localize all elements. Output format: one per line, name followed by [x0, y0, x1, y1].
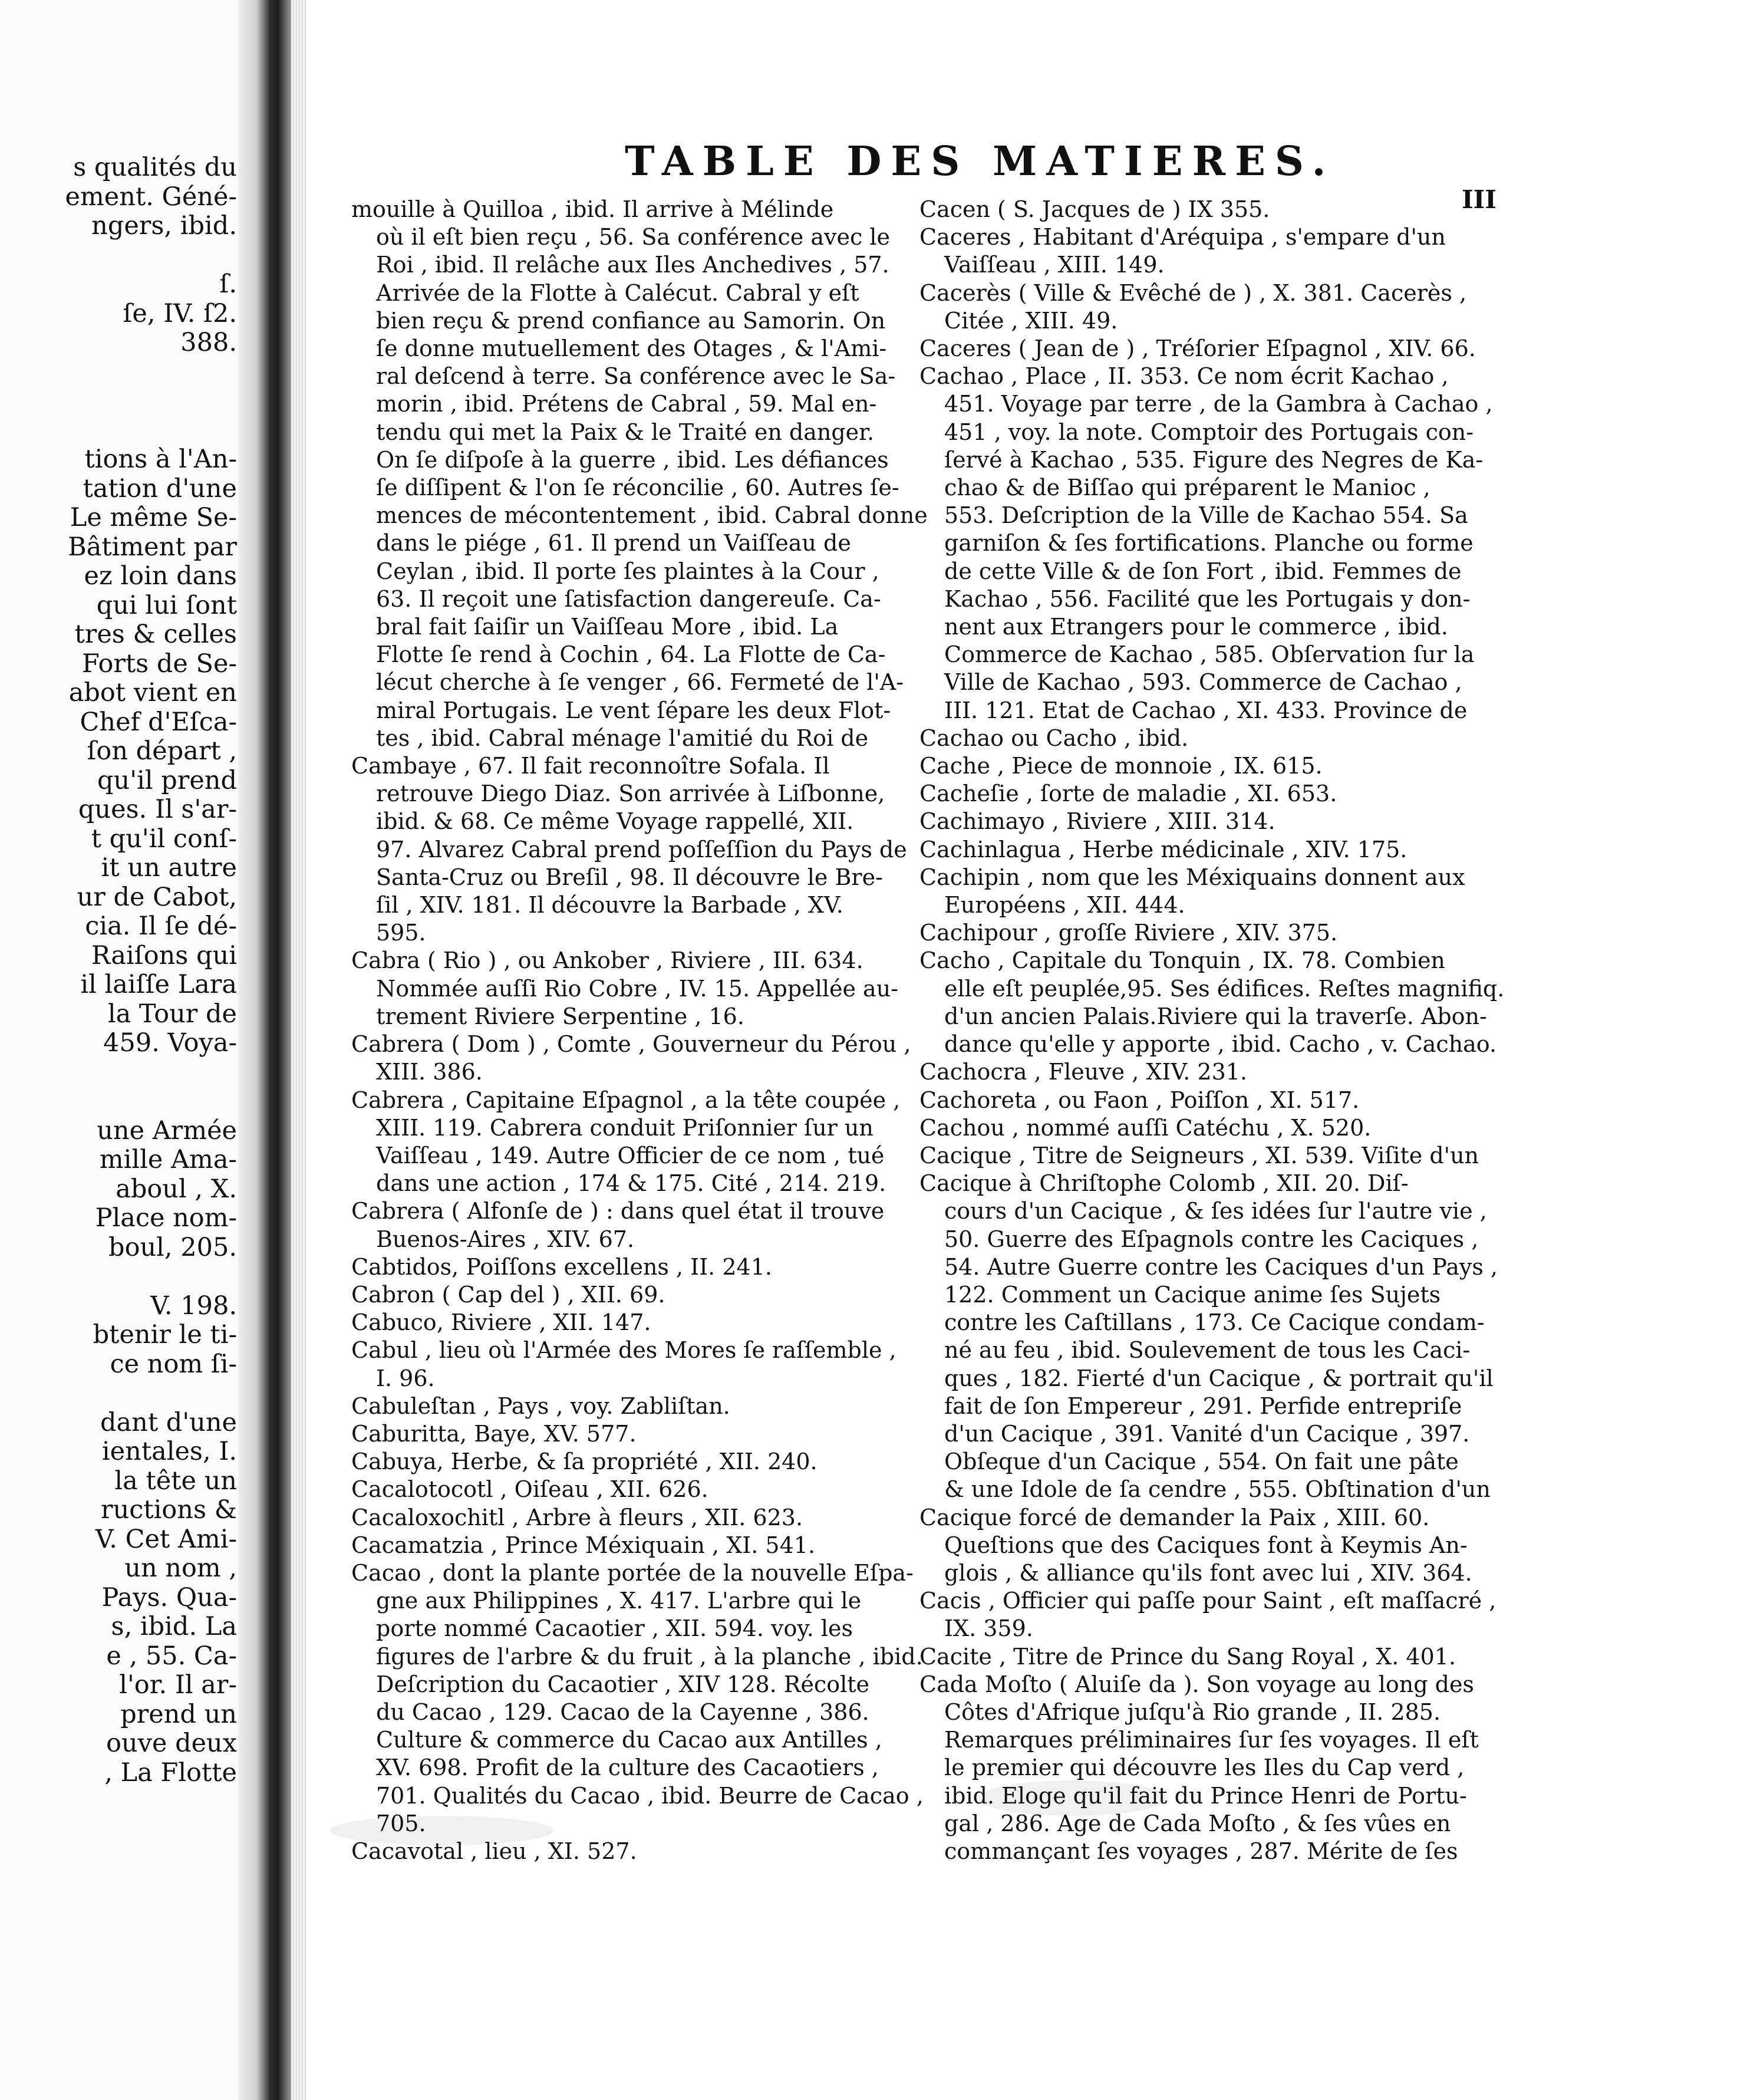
index-line: 595.: [376, 920, 426, 946]
index-line: 705.: [376, 1810, 426, 1836]
index-line: 451. Voyage par terre , de la Gambra à Cachao ,: [944, 391, 1493, 417]
index-line: Cabuco, Riviere , XII. 147.: [351, 1309, 651, 1336]
left-page-line: la Tour de: [107, 999, 237, 1029]
left-page-line: prend un: [120, 1699, 237, 1729]
index-line: dans le piége , 61. Il prend un Vaiſſeau de: [376, 530, 851, 557]
index-line: I. 96.: [376, 1365, 435, 1391]
left-page-line: ur de Cabot,: [77, 882, 237, 912]
index-line: ſil , XIV. 181. Il découvre la Barbade , XV.: [376, 892, 843, 919]
index-line: du Cacao , 129. Cacao de la Cayenne , 386.: [376, 1699, 869, 1725]
index-line: Cabtidos, Poiſſons excellens , II. 241.: [351, 1253, 772, 1280]
index-line: Cachao , Place , II. 353. Ce nom écrit Kachao ,: [919, 363, 1449, 390]
index-line: Caceres , Habitant d'Aréquipa , s'empare d'un: [919, 224, 1446, 251]
index-line: Nommée auſſi Rio Cobre , IV. 15. Appellée au-: [376, 975, 899, 1002]
index-line: Cabuya, Herbe, & ſa propriété , XII. 240.: [351, 1449, 818, 1475]
index-line: 122. Comment un Cacique anime ſes Sujets: [944, 1281, 1441, 1308]
index-line: Cachinlagua , Herbe médicinale , XIV. 175.: [919, 836, 1408, 863]
index-line: ibid. Eloge qu'il fait du Prince Henri de Portu-: [944, 1782, 1467, 1809]
left-page-line: Bâtiment par: [68, 532, 237, 562]
bleed-through-smudge: [330, 1816, 554, 1845]
index-line: Ville de Kachao , 593. Commerce de Cachao ,: [944, 669, 1462, 696]
left-page-line: tions à l'An-: [84, 445, 237, 474]
left-page-line: [1, 1087, 237, 1117]
index-line: contre les Caſtillans , 173. Ce Cacique condam-: [944, 1309, 1485, 1336]
index-line: d'un ancien Palais.Riviere qui la traverſe. Abon-: [944, 1003, 1487, 1029]
index-line: porte nommé Cacaotier , XII. 594. voy. les: [376, 1615, 853, 1642]
left-page-line: [1, 358, 237, 387]
index-line: Roi , ibid. Il relâche aux Iles Anchedives , 57.: [376, 252, 889, 278]
index-line: cours d'un Cacique , & ſes idées ſur l'autre vie ,: [944, 1198, 1487, 1225]
index-line: Cachou , nommé auſſi Catéchu , X. 520.: [919, 1114, 1372, 1141]
left-page-line: Forts de Se-: [81, 649, 237, 679]
index-line: 54. Autre Guerre contre les Caciques d'un Pays ,: [944, 1253, 1498, 1280]
left-page-line: boul, 205.: [108, 1232, 237, 1262]
index-line: Cacite , Titre de Prince du Sang Royal , X. 401.: [919, 1643, 1456, 1670]
index-line: Arrivée de la Flotte à Calécut. Cabral y eſt: [376, 279, 859, 306]
left-page-line: Chef d'Eſca-: [80, 707, 237, 737]
index-line: 50. Guerre des Eſpagnols contre les Caciques ,: [944, 1226, 1479, 1252]
page-number: III: [1462, 185, 1497, 214]
index-line: trement Riviere Serpentine , 16.: [376, 1003, 744, 1029]
left-page-line: la tête un: [114, 1466, 237, 1496]
index-line: Cachipin , nom que les Méxiquains donnent aux: [919, 864, 1465, 890]
index-line: Cachao ou Cacho , ibid.: [919, 725, 1189, 751]
index-line: Citée , XIII. 49.: [944, 307, 1118, 334]
index-line: XIII. 119. Cabrera conduit Priſonnier ſur un: [376, 1114, 874, 1141]
index-line: Cabul , lieu où l'Armée des Mores ſe raſſemble ,: [351, 1337, 896, 1364]
index-line: chao & de Biſſao qui préparent le Manioc ,: [944, 475, 1430, 501]
left-page-line: mille Ama-: [99, 1145, 237, 1174]
left-page-line: qu'il prend: [97, 765, 237, 795]
index-line: lécut cherche à ſe venger , 66. Fermeté de l'A-: [376, 669, 904, 696]
page-edge: [291, 0, 306, 2100]
left-page-line: qui lui ſont: [96, 590, 237, 620]
left-page-line: [1, 1058, 237, 1088]
left-page-line: ement. Géné-: [65, 182, 237, 212]
index-line: glois , & alliance qu'ils font avec lui , XIV. 364.: [944, 1559, 1472, 1586]
index-line: d'un Cacique , 391. Vanité d'un Cacique , 397.: [944, 1420, 1470, 1447]
left-page-line: 459. Voya-: [103, 1028, 237, 1058]
index-line: Cacamatzia , Prince Méxiquain , XI. 541.: [351, 1532, 816, 1558]
index-line: Caceres ( Jean de ) , Tréſorier Eſpagnol , XIV. 66.: [919, 335, 1476, 362]
index-line: Cabrera , Capitaine Eſpagnol , a la tête coupée ,: [351, 1087, 901, 1113]
index-line: & une Idole de ſa cendre , 555. Obſtination d'un: [944, 1476, 1491, 1503]
index-line: Culture & commerce du Cacao aux Antilles ,: [376, 1727, 882, 1753]
left-page-line: 388.: [180, 328, 237, 357]
index-line: Remarques préliminaires ſur ſes voyages. Il eſt: [944, 1727, 1479, 1753]
index-line: Cachoreta , ou Faon , Poiſſon , XI. 517.: [919, 1087, 1360, 1113]
left-page-line: tation d'une: [83, 473, 237, 503]
index-line: mouille à Quilloa , ibid. Il arrive à Mélinde: [351, 196, 834, 222]
left-page-line: dant d'une: [100, 1407, 237, 1437]
index-line: Buenos-Aires , XIV. 67.: [376, 1226, 635, 1252]
index-line: Cacerès ( Ville & Evêché de ) , X. 381. Cacerès ,: [919, 279, 1467, 306]
index-line: Cacalotocotl , Oiſeau , XII. 626.: [351, 1476, 708, 1503]
index-line: Commerce de Kachao , 585. Obſervation ſur la: [944, 641, 1475, 668]
index-line: retrouve Diego Diaz. Son arrivée à Liſbonne,: [376, 781, 885, 807]
index-line: Cada Moſto ( Aluiſe da ). Son voyage au long des: [919, 1671, 1474, 1697]
index-line: Cacique , Titre de Seigneurs , XI. 539. Viſite d'un: [919, 1142, 1479, 1169]
index-line: Queſtions que des Caciques font à Keymis An-: [944, 1532, 1468, 1558]
index-line: 701. Qualités du Cacao , ibid. Beurre de Cacao ,: [376, 1782, 924, 1809]
left-page: [0, 0, 248, 2100]
index-line: Cabron ( Cap del ) , XII. 69.: [351, 1281, 665, 1308]
left-page-line: Pays. Qua-: [101, 1582, 237, 1612]
index-line: III. 121. Etat de Cachao , XI. 433. Province de: [944, 697, 1468, 723]
left-page-line: e , 55. Ca-: [106, 1641, 237, 1671]
index-line: Cacis , Officier qui paſſe pour Saint , eſt maſſacré ,: [919, 1588, 1497, 1614]
index-line: Cabrera ( Dom ) , Comte , Gouverneur du Pérou ,: [351, 1031, 911, 1058]
index-line: Cabrera ( Alfonſe de ) : dans quel état il trouve: [351, 1198, 885, 1225]
index-line: tendu qui met la Paix & le Traité en danger.: [376, 419, 875, 445]
left-page-text: [1, 153, 237, 1788]
index-line: Cachipour , groſſe Riviere , XIV. 375.: [919, 920, 1338, 946]
index-line: Cacheſie , ſorte de maladie , XI. 653.: [919, 781, 1337, 807]
index-line: Vaiſſeau , XIII. 149.: [944, 252, 1165, 278]
index-line: Cambaye , 67. Il fait reconnoître Sofala. Il: [351, 753, 830, 779]
left-page-line: une Armée: [97, 1115, 237, 1146]
index-line: ques , 182. Fierté d'un Cacique , & portrait qu'il: [944, 1365, 1494, 1391]
left-page-line: [1, 1262, 237, 1292]
index-line: ral deſcend à terre. Sa conférence avec le Sa-: [376, 363, 896, 390]
index-line: 63. Il reçoit une ſatisfaction dangereuſe. Ca-: [376, 585, 881, 612]
left-page-line: ſon départ ,: [87, 736, 237, 766]
index-line: Cachimayo , Riviere , XIII. 314.: [919, 808, 1275, 835]
index-line: Cachocra , Fleuve , XIV. 231.: [919, 1059, 1248, 1085]
index-line: ſe diſſipent & l'on ſe réconcilie , 60. Autres ſe-: [376, 475, 899, 501]
index-line: Ceylan , ibid. Il porte ſes plaintes à la Cour ,: [376, 558, 879, 584]
index-line: IX. 359.: [944, 1615, 1033, 1642]
index-line: ſervé à Kachao , 535. Figure des Negres de Ka-: [944, 446, 1484, 473]
left-page-line: t qu'il conſ-: [91, 824, 237, 854]
index-line: figures de l'arbre & du fruit , à la planche , ibid.: [376, 1643, 923, 1670]
index-line: Cacique à Chriſtophe Colomb , XII. 20. Diſ-: [919, 1170, 1409, 1197]
index-line: On ſe diſpoſe à la guerre , ibid. Les défiances: [376, 446, 889, 473]
index-line: Caburitta, Baye, XV. 577.: [351, 1420, 637, 1447]
index-line: ſe donne mutuellement des Otages , & l'Ami-: [376, 335, 887, 362]
index-line: dance qu'elle y apporte , ibid. Cacho , v. Cachao.: [944, 1031, 1497, 1058]
index-line: Santa-Cruz ou Breſil , 98. Il découvre le Bre-: [376, 864, 883, 890]
left-page-line: abot vient en: [68, 678, 237, 707]
left-page-line: Raiſons qui: [91, 940, 237, 970]
left-page-line: ngers, ibid.: [91, 211, 237, 241]
index-line: 553. Deſcription de la Ville de Kachao 554. Sa: [944, 502, 1468, 529]
index-line: morin , ibid. Prétens de Cabral , 59. Mal en-: [376, 391, 877, 417]
index-line: commançant ſes voyages , 287. Mérite de ſes: [944, 1838, 1458, 1864]
index-line: Européens , XII. 444.: [944, 892, 1185, 919]
index-line: XIII. 386.: [376, 1059, 483, 1085]
index-line: Cabuleſtan , Pays , voy. Zabliſtan.: [351, 1393, 730, 1419]
index-line: Cacique forcé de demander la Paix , XIII. 60.: [919, 1504, 1430, 1530]
left-page-line: tres & celles: [74, 620, 237, 649]
index-line: Cacao , dont la plante portée de la nouvelle Eſpa-: [351, 1559, 914, 1586]
index-line: Cabra ( Rio ) , ou Ankober , Riviere , III. 634.: [351, 947, 863, 974]
index-line: nent aux Etrangers pour le commerce , ibid.: [944, 614, 1448, 640]
index-line: 451 , voy. la note. Comptoir des Portugais con-: [944, 419, 1474, 445]
left-page-line: ez loin dans: [84, 561, 237, 591]
left-page-line: ientales, I.: [101, 1437, 237, 1466]
left-page-line: ructions &: [101, 1495, 237, 1525]
index-line: miral Portugais. Le vent ſépare les deux Flot-: [376, 697, 891, 723]
index-line: de cette Ville & de ſon Fort , ibid. Femmes de: [944, 558, 1462, 584]
left-page-line: it un autre: [101, 853, 237, 883]
index-line: XV. 698. Profit de la culture des Cacaotiers ,: [376, 1755, 879, 1781]
index-line: ibid. & 68. Ce même Voyage rappellé, XII.: [376, 808, 854, 835]
left-page-line: un nom ,: [124, 1553, 237, 1583]
left-page-line: Le même Se-: [70, 503, 237, 532]
left-page-line: ce nom ſi-: [110, 1349, 237, 1379]
index-line: Flotte ſe rend à Cochin , 64. La Flotte de Ca-: [376, 641, 886, 668]
index-line: elle eſt peuplée,95. Ses édifices. Reſtes magnifiq.: [944, 975, 1505, 1002]
index-line: Cacavotal , lieu , XI. 527.: [351, 1838, 637, 1864]
left-page-line: [1, 1379, 237, 1408]
left-page-line: [1, 241, 237, 271]
left-page-line: cia. Il ſe dé-: [85, 911, 237, 941]
left-page-line: l'or. Il ar-: [119, 1670, 237, 1700]
book-gutter: [238, 0, 291, 2100]
index-line: Côtes d'Afrique juſqu'à Rio grande , II. 285.: [944, 1699, 1441, 1725]
index-line: Cacho , Capitale du Tonquin , IX. 78. Combien: [919, 947, 1445, 974]
index-column-left: [351, 196, 941, 1865]
index-column-right: [919, 196, 1509, 1865]
index-line: Obſeque d'un Cacique , 554. On fait une pâte: [944, 1449, 1459, 1475]
index-line: Cache , Piece de monnoie , IX. 615.: [919, 753, 1323, 779]
left-page-line: il laiſſe Lara: [80, 970, 237, 999]
index-line: bral fait ſaiſir un Vaiſſeau More , ibid. La: [376, 614, 839, 640]
index-line: dans une action , 174 & 175. Cité , 214. 219.: [376, 1170, 886, 1197]
index-line: tes , ibid. Cabral ménage l'amitié du Roi de: [376, 725, 869, 751]
left-page-line: Place nom-: [95, 1203, 237, 1233]
index-line: fait de ſon Empereur , 291. Perfide entrepriſe: [944, 1393, 1462, 1419]
index-line: bien reçu & prend confiance au Samorin. On: [376, 307, 886, 334]
left-page-line: ſe, IV. ſ2.: [123, 298, 237, 328]
index-line: garniſon & ſes fortifications. Planche ou forme: [944, 530, 1474, 557]
left-page-line: ques. Il s'ar-: [78, 795, 237, 824]
left-page-line: , La Flotte: [104, 1757, 237, 1788]
page-header: TABLE DES MATIERES.: [625, 138, 1336, 185]
left-page-line: V. 198.: [150, 1291, 237, 1321]
left-page-line: [1, 387, 237, 416]
index-line: Vaiſſeau , 149. Autre Officier de ce nom , tué: [376, 1142, 885, 1169]
index-line: mences de mécontentement , ibid. Cabral donne: [376, 502, 928, 529]
left-page-line: s qualités du: [73, 153, 237, 182]
index-line: le premier qui découvre les Iles du Cap verd ,: [944, 1755, 1465, 1781]
index-line: 97. Alvarez Cabral prend poſſeſſion du Pays de: [376, 836, 907, 863]
left-page-line: V. Cet Ami-: [95, 1524, 237, 1554]
left-page-line: btenir le ti-: [93, 1320, 237, 1349]
index-line: gne aux Philippines , X. 417. L'arbre qui le: [376, 1588, 862, 1614]
index-line: Cacen ( S. Jacques de ) IX 355.: [919, 196, 1270, 222]
index-line: Cacaloxochitl , Arbre à fleurs , XII. 623.: [351, 1504, 803, 1530]
left-page-line: s, ibid. La: [111, 1612, 237, 1641]
left-page-line: ouve deux: [106, 1729, 237, 1758]
index-line: Deſcription du Cacaotier , XIV 128. Récolte: [376, 1671, 869, 1697]
left-page-line: aboul , X.: [116, 1174, 237, 1204]
bleed-through-smudge: [978, 1780, 1167, 1816]
left-page-line: ſ.: [219, 269, 237, 299]
left-page-line: [1, 416, 237, 446]
index-line: né au feu , ibid. Soulevement de tous les Caci-: [944, 1337, 1471, 1364]
index-line: où il eſt bien reçu , 56. Sa conférence avec le: [376, 224, 890, 251]
index-line: Kachao , 556. Facilité que les Portugais y don-: [944, 585, 1471, 612]
index-line: gal , 286. Age de Cada Moſto , & ſes vûes en: [944, 1810, 1451, 1836]
